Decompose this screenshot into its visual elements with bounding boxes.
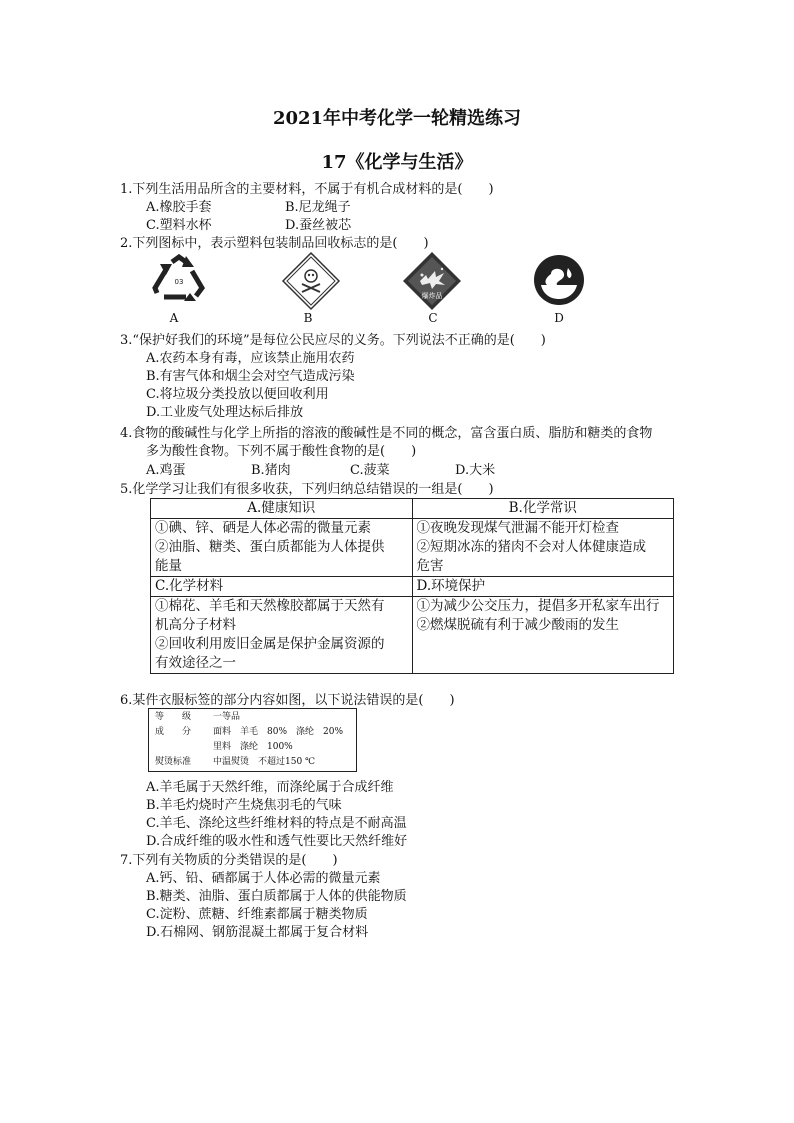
tag-ironing-value: 中温熨烫 不超过150 ℃ [213, 757, 316, 767]
q4-option-a: A.鸡蛋 [146, 463, 186, 478]
q4-stem-line1: 4.食物的酸碱性与化学上所指的溶液的酸碱性是不同的概念，富含蛋白质、脂肪和糖类的食物 [120, 426, 653, 441]
q3-option-c: C.将垃圾分类投放以便回收利用 [146, 387, 329, 402]
q5-header-b: B.化学常识 [412, 499, 674, 519]
q1-option-c: C.塑料水杯 [146, 218, 212, 233]
q5-cell-b: ①夜晚发现煤气泄漏不能开灯检查 ②短期冰冻的猪肉不会对人体健康造成 危害 [412, 519, 674, 577]
tag-grade-label: 等 级 [155, 712, 192, 722]
q2-label-c: C [428, 311, 438, 325]
recycle-code-text: 03 [174, 278, 184, 286]
q7-stem: 7.下列有关物质的分类错误的是( ) [120, 853, 338, 868]
toxic-sign-icon [281, 251, 341, 311]
q3-option-b: B.有害气体和烟尘会对空气造成污染 [146, 369, 355, 384]
q1-option-a: A.橡胶手套 [146, 200, 212, 215]
q6-option-a: A.羊毛属于天然纤维，而涤纶属于合成纤维 [146, 780, 394, 795]
q5-header-a: A.健康知识 [151, 499, 413, 519]
q2-label-d: D [554, 311, 564, 325]
q6-option-d: D.合成纤维的吸水性和透气性要比天然纤维好 [146, 834, 408, 849]
q4-option-d: D.大米 [455, 463, 496, 478]
q3-stem: 3.“保护好我们的环境”是每位公民应尽的义务。下列说法不正确的是( ) [120, 333, 546, 348]
q5-header-c: C.化学材料 [151, 577, 413, 597]
explosive-sign-text: 爆炸品 [421, 292, 443, 300]
q1-option-d: D.蚕丝被芯 [285, 218, 352, 233]
recycle-icon [150, 253, 208, 303]
q3-option-d: D.工业废气处理达标后排放 [146, 405, 304, 420]
q5-cell-d: ①为减少公交压力，提倡多开私家车出行 ②燃煤脱硫有利于减少酸雨的发生 [412, 597, 674, 674]
clothing-label-box [148, 708, 357, 772]
q6-option-c: C.羊毛、涤纶这些纤维材料的特点是不耐高温 [146, 816, 407, 831]
q2-stem: 2.下列图标中，表示塑料包装制品回收标志的是( ) [120, 236, 429, 251]
page-subtitle: 17《化学与生活》 [321, 152, 473, 173]
q3-option-a: A.农药本身有毒，应该禁止施用农药 [146, 351, 355, 366]
page-title: 2021年中考化学一轮精选练习 [272, 108, 522, 129]
q6-option-b: B.羊毛灼烧时产生烧焦羽毛的气味 [146, 798, 342, 813]
q2-label-b: B [303, 311, 313, 325]
q7-option-c: C.淀粉、蔗糖、纤维素都属于糖类物质 [146, 907, 368, 922]
q4-option-c: C.菠菜 [350, 463, 390, 478]
q2-label-a: A [169, 311, 179, 325]
explosive-sign-icon [402, 251, 462, 311]
tag-grade-value: 一等品 [213, 712, 241, 722]
q5-header-d: D.环境保护 [412, 577, 674, 597]
tag-lining: 里料 涤纶 100% [213, 742, 293, 752]
water-saving-icon [533, 254, 585, 306]
q7-option-a: A.钙、铅、硒都属于人体必需的微量元素 [146, 871, 381, 886]
q5-summary-table [150, 498, 674, 674]
tag-composition-label: 成 分 [155, 727, 192, 737]
q1-option-b: B.尼龙绳子 [285, 200, 351, 215]
q7-option-b: B.糖类、油脂、蛋白质都属于人体的供能物质 [146, 889, 407, 904]
q1-stem: 1.下列生活用品所含的主要材料，不属于有机合成材料的是( ) [120, 182, 494, 197]
q7-option-d: D.石棉网、钢筋混凝土都属于复合材料 [146, 925, 369, 940]
q6-stem: 6.某件衣服标签的部分内容如图，以下说法错误的是( ) [120, 693, 455, 708]
tag-fabric: 面料 羊毛 80% 涤纶 20% [213, 727, 344, 737]
q5-cell-a: ①碘、锌、硒是人体必需的微量元素 ②油脂、糖类、蛋白质都能为人体提供 能量 [151, 519, 413, 577]
q5-cell-c: ①棉花、羊毛和天然橡胶都属于天然有 机高分子材料 ②回收利用废旧金属是保护金属资源的 有效途径之一 [151, 597, 413, 674]
q5-stem: 5.化学学习让我们有很多收获，下列归纳总结错误的一组是( ) [120, 482, 494, 497]
q4-stem-line2: 多为酸性食物。下列不属于酸性食物的是( ) [146, 444, 417, 459]
tag-ironing-label: 熨烫标准 [155, 757, 192, 767]
q4-option-b: B.猪肉 [251, 463, 291, 478]
